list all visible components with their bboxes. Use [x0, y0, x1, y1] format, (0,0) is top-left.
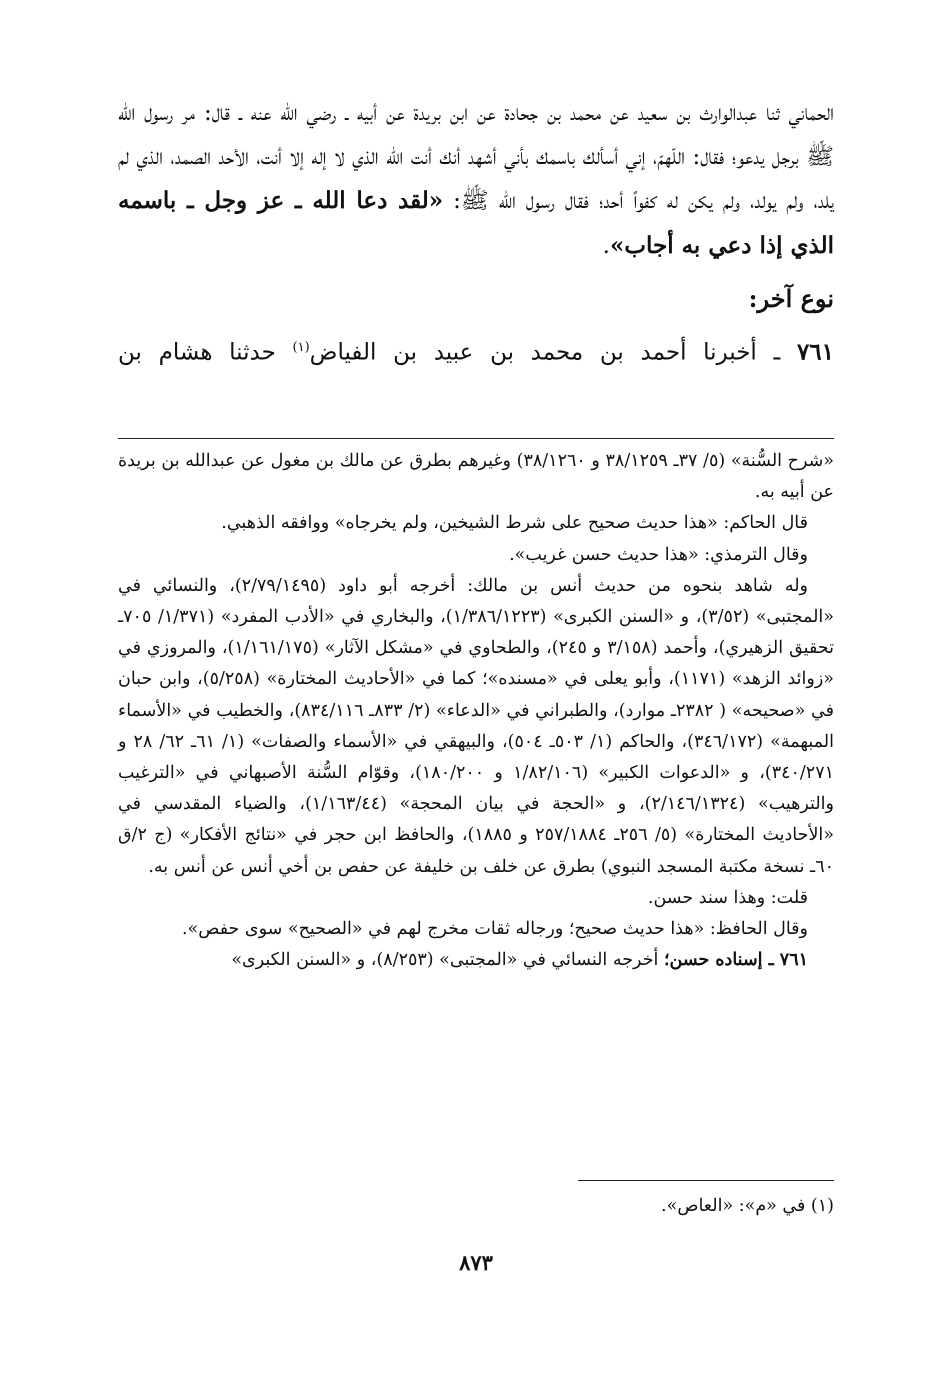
paragraph-end: .: [602, 232, 610, 259]
note-grading: ـ إسناده حسن؛: [663, 950, 780, 971]
hadith-body: الحماني ثنا عبدالوارث بن سعيد عن محمد بن جحادة عن ابن بريدة عن أبيه ـ رضي الله عنه ـ قال: مر رسول الله ﷺ برجل يدعو؛ فقال: اللّهمّ، إني أسألك باسمك بأني أشهد أنك أنت الله الذي لا إله إلا أنت، الأحد الصمد، الذي لم يلد، ولم يولد، ولم يكن له كفواً أحد؛ فقال رسول الله ﷺ:: [118, 100, 835, 214]
note-text: أخرجه النسائي في «المجتبى» (٨/٢٥٣)، و «السنن الكبرى»: [231, 950, 664, 971]
footnote: (١) في «م»: «العاص».: [661, 1196, 834, 1216]
hadith-paragraph: [118, 92, 834, 268]
footnote-divider: [578, 1180, 834, 1181]
note-paragraph: وله شاهد بنحوه من حديث أنس بن مالك: أخرجه أبو داود (٢/٧٩/١٤٩٥)، والنسائي في «المجتبى» (٣/٥٢)، و «السنن الكبرى» (١/٣٨٦/١٢٢٣)، والبخاري في «الأدب المفرد» (١/٣٧١/ ٧٠٥ـ تحقيق الزهيري)، وأحمد (٣/١٥٨ و ٢٤٥)، والطحاوي في «مشكل الآثار» (١/١٦١/١٧٥)، والمروزي في «زوائد الزهد» (١١٧١)، وأبو يعلى في «مسنده»؛ كما في «الأحاديث المختارة» (٥/٢٥٨)، وابن حبان في «صحيحه» ( ٢٣٨٢ـ موارد)، والطبراني في «الدعاء» (٢/ ٨٣٣ـ ٨٣٤/١١٦)، والخطيب في «الأسماء المبهمة» (٣٤٦/١٧٢)، والحاكم (١/ ٥٠٣ـ ٥٠٤)، والبيهقي في «الأسماء والصفات» (١/ ٦١ـ ٦٢/ ٢٨ و ٣٤٠/٢٧١)، و «الدعوات الكبير» (١/٨٢/١٠٦ و ١٨٠/٢٠٠)، وقوّام السُّنة الأصبهاني في «الترغيب والترهيب» (٢/١٤٦/١٣٢٤)، و «الحجة في بيان المحجة» (١/١٦٣/٤٤)، والضياء المقدسي في «الأحاديث المختارة» (٥/ ٢٥٦ـ ٢٥٧/١٨٨٤ و ١٨٨٥)، والحافظ ابن حجر في «نتائج الأفكار» (ج ٢/ق ٦٠ـ نسخة مكتبة المسجد النبوي) بطرق عن خلف بن خليفة عن حفص بن أخي أنس عن أنس به.: [118, 575, 835, 877]
note-number: ٧٦١: [779, 950, 808, 971]
main-text: [118, 92, 834, 375]
book-page: [118, 0, 834, 1373]
hadith-number: ٧٦١: [796, 338, 834, 366]
note-paragraph: قلت: وهذا سند حسن.: [647, 887, 808, 908]
note-paragraph: «شرح السُّنة» (٥/ ٣٧ـ ٣٨/١٢٥٩ و ٣٨/١٢٦٠) وغيرهم بطرق عن مالك بن مغول عن عبدالله بن بريدة عن أبيه به.: [118, 451, 834, 503]
notes-divider: [118, 438, 834, 439]
page-number: ٨٧٣: [459, 1250, 493, 1275]
footnote-marker: (١): [292, 340, 310, 355]
section-heading: نوع آخر:: [748, 284, 834, 313]
commentary-notes: [118, 446, 834, 976]
hadith-761-text-end: حدثنا هشام بن: [118, 339, 293, 366]
note-paragraph: قال الحاكم: «هذا حديث صحيح على شرط الشيخين، ولم يخرجاه» ووافقه الذهبي.: [221, 513, 808, 534]
note-paragraph: وقال الترمذي: «هذا حديث حسن غريب».: [509, 544, 808, 565]
note-paragraph: وقال الحافظ: «هذا حديث صحيح؛ ورجاله ثقات مخرج لهم في «الصحيح» سوى حفص».: [181, 919, 808, 940]
prophet-quote: «لقد دعا الله ـ عز وجل ـ باسمه الذي إذا دعي به أجاب»: [118, 187, 834, 259]
hadith-761-start: [118, 326, 834, 375]
hadith-761-text: ـ أخبرنا أحمد بن محمد بن عبيد بن الفياض: [309, 339, 797, 366]
note-paragraph-761: [118, 945, 834, 976]
